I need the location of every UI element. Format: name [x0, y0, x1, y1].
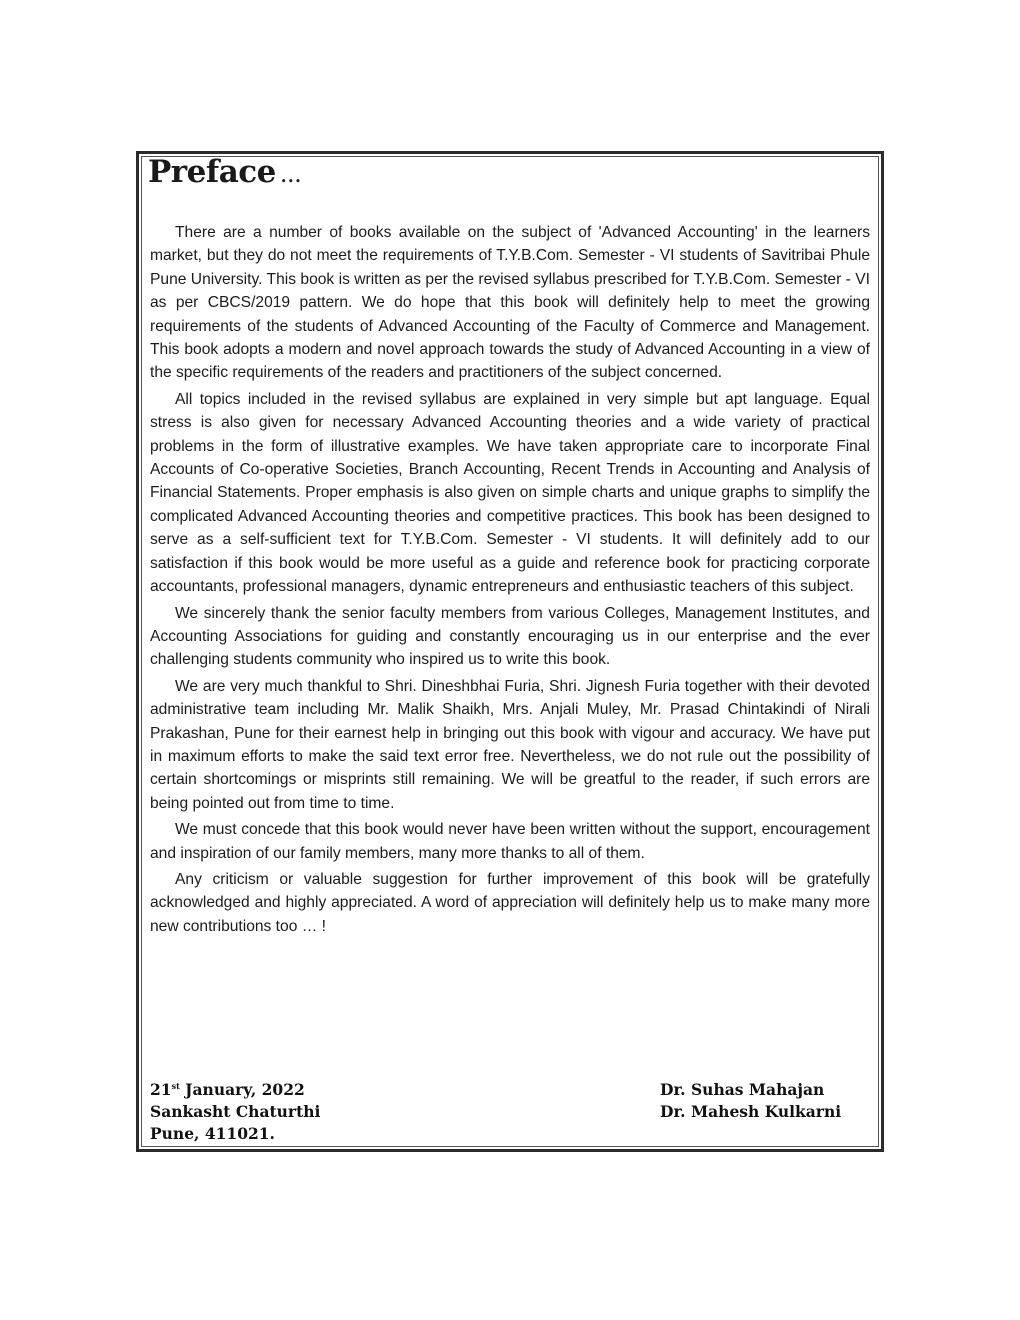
- paragraph-2: All topics included in the revised syllabus are explained in very simple but apt language. Equal stress is also given for necessary Advanced Accounting theories and a wide variety of practical problems in the form of illustrative examples. We have taken appropriate care to incorporate Final Accounts of Co-operative Societies, Branch Accounting, Recent Trends in Accounting and Analysis of Financial Statements. Proper emphasis is also given on simple charts and unique graphs to simplify the complicated Advanced Accounting theories and competitive practices. This book has been designed to serve as a self-sufficient text for T.Y.B.Com. Semester - VI students. It will definitely add to our satisfaction if this book would be more useful as a guide and reference book for practicing corporate accountants, professional managers, dynamic entrepreneurs and enthusiastic teachers of this subject.: [150, 390, 870, 596]
- author-2: Dr. Mahesh Kulkarni: [660, 1102, 842, 1121]
- signoff-occasion: Sankasht Chaturthi: [150, 1102, 321, 1121]
- page-title-suffix: ...: [279, 160, 302, 188]
- signoff-authors: [660, 1079, 841, 1123]
- signoff-date-place: [150, 1079, 320, 1145]
- paragraph-3: We sincerely thank the senior faculty members from various Colleges, Management Institutes, and Accounting Associations for guiding and constantly encouraging us in our enterprise and the ever challenging students community who inspired us to write this book.: [150, 604, 870, 669]
- signoff-place: Pune, 411021.: [150, 1124, 275, 1143]
- paragraph-1: There are a number of books available on the subject of 'Advanced Accounting' in the learners market, but they do not meet the requirements of T.Y.B.Com. Semester - VI students of Savitribai Phule Pune University. This book is written as per the revised syllabus prescribed for T.Y.B.Com. Semester - VI as per CBCS/2019 pattern. We do hope that this book will definitely help to meet the growing requirements of the students of Advanced Accounting of the Faculty of Commerce and Management. This book adopts a modern and novel approach towards the study of Advanced Accounting in a view of the specific requirements of the readers and practitioners of the subject concerned.: [150, 224, 870, 382]
- page-title-text: Preface: [148, 154, 276, 190]
- paragraph-4: We are very much thankful to Shri. Dineshbhai Furia, Shri. Jignesh Furia together with their devoted administrative team including Mr. Malik Shaikh, Mrs. Anjali Muley, Mr. Prasad Chintakindi of Nirali Prakashan, Pune for their earnest help in bringing out this book with vigour and accuracy. We have put in maximum efforts to make the said text error free. Nevertheless, we do not rule out the possibility of certain shortcomings or misprints still remaining. We will be greatful to the reader, if such errors are being pointed out from time to time.: [150, 677, 870, 812]
- date-suffix: st: [171, 1080, 180, 1091]
- signoff-date: [150, 1079, 320, 1101]
- page-title: [148, 154, 301, 190]
- date-rest: January, 2022: [179, 1080, 305, 1099]
- preface-body: [150, 221, 870, 941]
- date-day: 21: [150, 1080, 172, 1099]
- paragraph-5: We must concede that this book would never have been written without the support, encouragement and inspiration of our family members, many more thanks to all of them.: [150, 821, 870, 862]
- author-1: Dr. Suhas Mahajan: [660, 1080, 825, 1099]
- paragraph-6: Any criticism or valuable suggestion for further improvement of this book will be gratefully acknowledged and highly appreciated. A word of appreciation will definitely help us to make many more new contributions too … !: [150, 870, 870, 935]
